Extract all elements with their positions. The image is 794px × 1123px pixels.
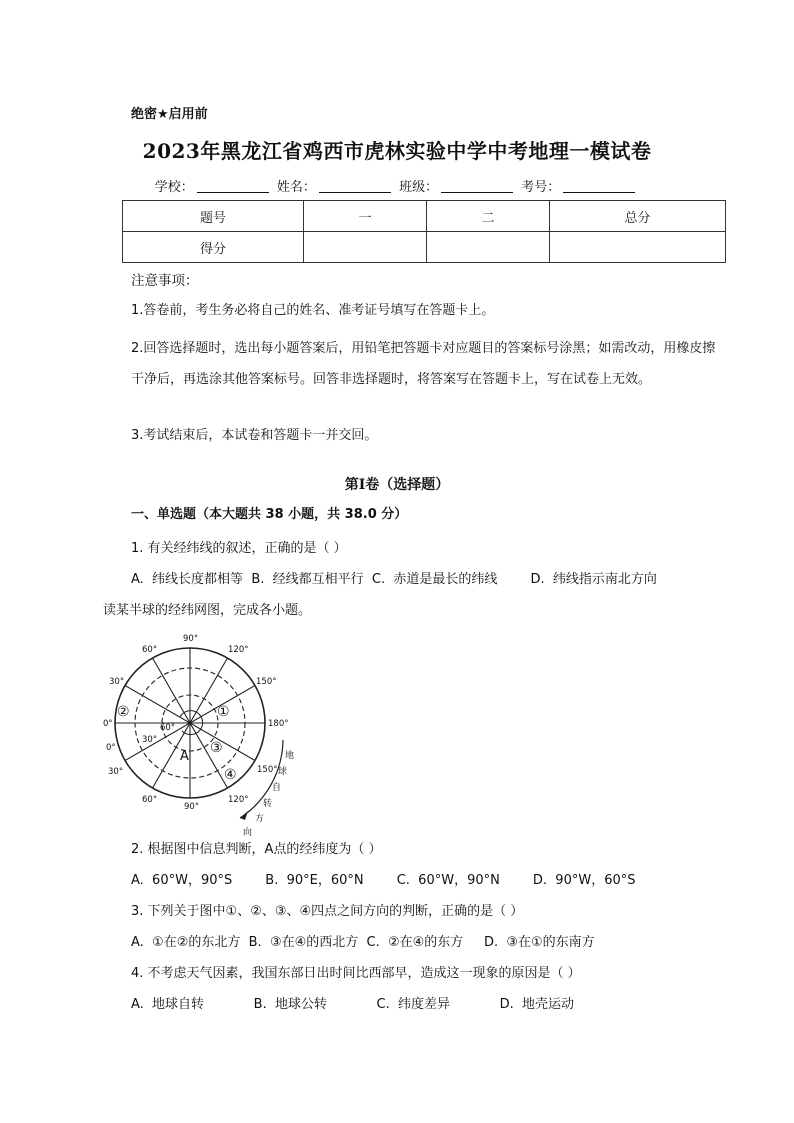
lon-label: 180° xyxy=(268,719,289,729)
question-intro: 读某半球的经纬网图，完成各小题。 xyxy=(103,603,312,618)
class-blank[interactable] xyxy=(441,180,513,193)
score-table-header-row xyxy=(123,201,726,232)
lon-label: 150° xyxy=(257,765,278,775)
exam-no-blank[interactable] xyxy=(563,180,635,193)
student-info-line xyxy=(0,176,794,195)
graticule-diagram xyxy=(100,628,300,840)
lon-label: 120° xyxy=(228,795,249,805)
question-1: 1. 有关经纬线的叙述，正确的是（ ） xyxy=(131,541,347,556)
lon-label: 30° xyxy=(108,767,124,777)
rotation-char: 转 xyxy=(263,799,273,809)
lon-label: 60° xyxy=(142,795,158,805)
score-cell: 得分 xyxy=(123,232,304,263)
part-title: 第I卷（选择题） xyxy=(344,477,450,493)
note-item: 1.答卷前，考生务必将自己的姓名、准考证号填写在答题卡上。 xyxy=(131,303,495,318)
score-input-cell[interactable] xyxy=(550,232,726,263)
exam-no-label: 考号： xyxy=(521,180,561,195)
point-2: ② xyxy=(117,704,130,720)
question-4: 4. 不考虑天气因素，我国东部日出时间比西部早，造成这一现象的原因是（ ） xyxy=(131,966,581,981)
lon-label: 120° xyxy=(228,645,249,655)
rotation-char: 球 xyxy=(278,767,288,777)
rotation-char: 向 xyxy=(243,828,253,838)
lon-label: 0° xyxy=(106,743,116,753)
question-4-options: A. 地球自转 B. 地球公转 C. 纬度差异 D. 地壳运动 xyxy=(131,997,575,1012)
point-4: ④ xyxy=(224,767,237,783)
rotation-arrow-head xyxy=(240,811,248,820)
rotation-char: 自 xyxy=(272,783,282,793)
lon-label: 90° xyxy=(183,634,199,644)
score-table xyxy=(122,200,726,263)
notes-heading: 注意事项： xyxy=(131,273,199,289)
point-a: A xyxy=(180,749,189,764)
rotation-arrow xyxy=(240,740,283,818)
score-table-row xyxy=(123,232,726,263)
question-3: 3. 下列关于图中①、②、③、④四点之间方向的判断，正确的是（ ） xyxy=(131,904,524,919)
name-label: 姓名： xyxy=(276,180,316,195)
lat-label: 30° xyxy=(142,735,158,745)
question-3-options: A. ①在②的东北方 B. ③在④的西北方 C. ②在④的东方 D. ③在①的东南方 xyxy=(131,935,595,950)
lat-label: 60° xyxy=(160,723,176,733)
question-2: 2. 根据图中信息判断，A点的经纬度为（ ） xyxy=(131,842,382,857)
class-label: 班级： xyxy=(399,180,439,195)
name-blank[interactable] xyxy=(319,180,391,193)
score-input-cell[interactable] xyxy=(427,232,550,263)
confidential-mark: 绝密★启用前 xyxy=(131,107,208,122)
school-label: 学校： xyxy=(154,180,194,195)
lon-label: 0° xyxy=(103,719,113,729)
score-cell: 题号 xyxy=(123,201,304,232)
question-1-options: A. 纬线长度都相等 B. 经线都互相平行 C. 赤道是最长的纬线 D. 纬线指示南北方向 xyxy=(131,572,657,587)
lon-label: 30° xyxy=(109,677,125,687)
section-title: 一、单选题（本大题共 38 小题，共 38.0 分） xyxy=(131,507,408,522)
score-cell: 总分 xyxy=(550,201,726,232)
rotation-char: 地 xyxy=(285,751,295,761)
lon-label: 150° xyxy=(256,677,277,687)
note-item: 2.回答选择题时，选出每小题答案后，用铅笔把答题卡对应题目的答案标号涂黑；如需改动，用橡皮擦干净后，再选涂其他答案标号。回答非选择题时，将答案写在答题卡上，写在试卷上无效。 xyxy=(131,341,716,387)
point-3: ③ xyxy=(210,740,223,756)
score-cell: 二 xyxy=(427,201,550,232)
note-item: 3.考试结束后，本试卷和答题卡一并交回。 xyxy=(131,428,378,443)
rotation-char: 方 xyxy=(255,814,265,824)
lon-label: 60° xyxy=(142,645,158,655)
school-blank[interactable] xyxy=(197,180,269,193)
score-input-cell[interactable] xyxy=(304,232,427,263)
lon-label: 90° xyxy=(184,802,200,812)
page-title: 2023年黑龙江省鸡西市虎林实验中学中考地理一模试卷 xyxy=(142,139,652,163)
score-cell: 一 xyxy=(304,201,427,232)
point-1: ① xyxy=(217,704,230,720)
question-2-options: A. 60°W，90°S B. 90°E，60°N C. 60°W，90°N D. 90°W，60°S xyxy=(131,873,636,888)
